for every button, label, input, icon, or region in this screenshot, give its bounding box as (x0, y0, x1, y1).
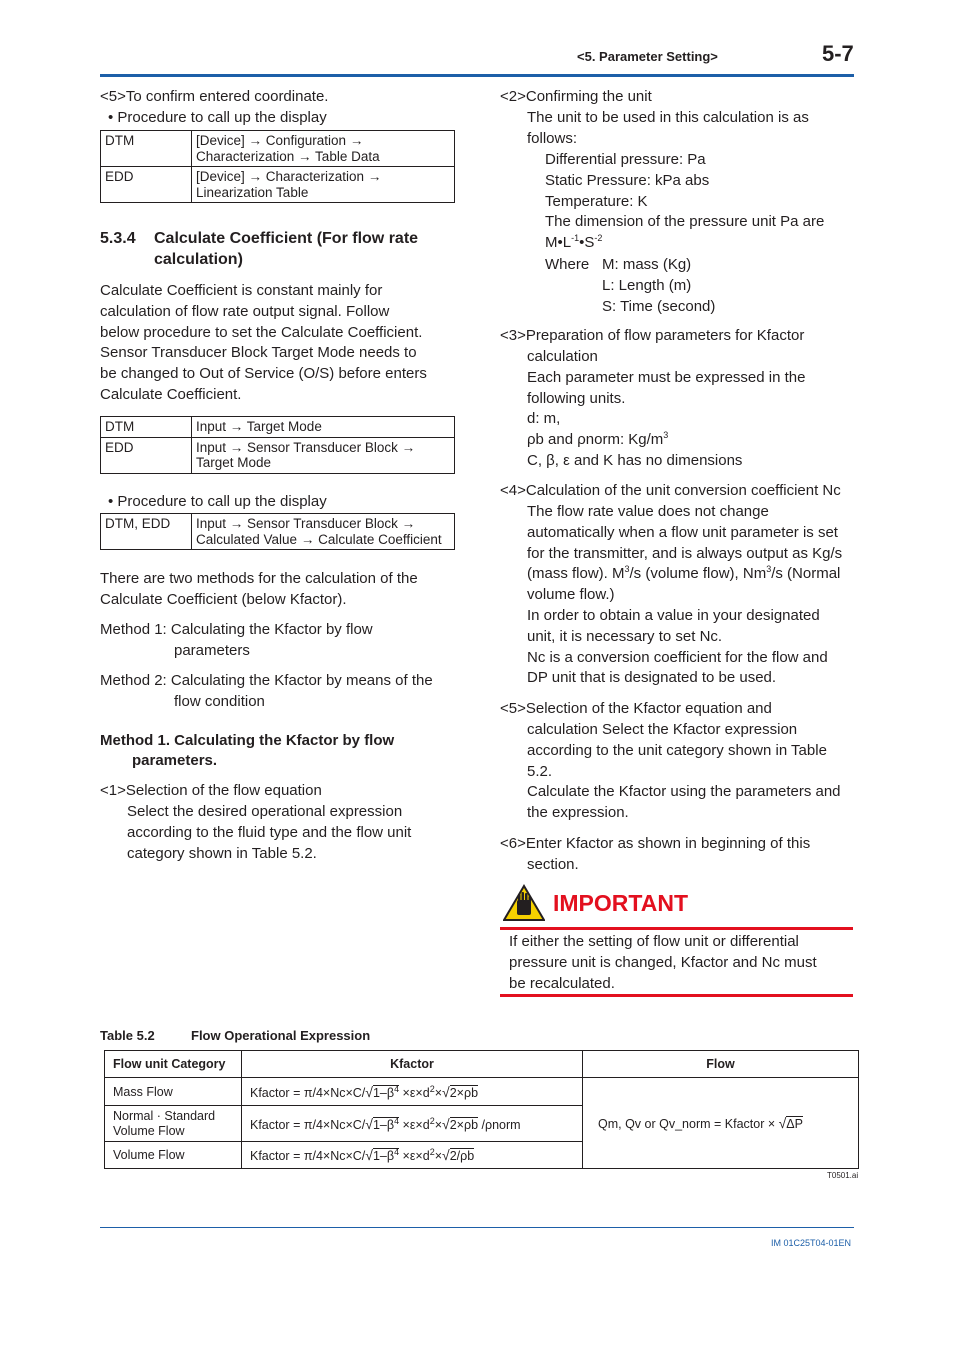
radicand: 2×ρb (449, 1117, 479, 1132)
bullet-procedure-2: • Procedure to call up the display (108, 493, 327, 510)
column-header: Flow (583, 1051, 859, 1078)
formula-exponent: 2 (429, 1146, 435, 1157)
formula-part: ρb and ρnorm: Kg/m (527, 431, 664, 449)
bullet-procedure: • Procedure to call up the display (108, 109, 327, 126)
sqrt-symbol: √ (442, 1115, 450, 1132)
radicand (373, 1085, 399, 1100)
formula-part: 1–β (372, 1149, 395, 1163)
text-line: automatically when a flow unit parameter is set (527, 523, 838, 541)
table-row (101, 514, 455, 550)
section-title-cont: calculation) (154, 251, 243, 268)
kfactor-cell (242, 1078, 583, 1106)
path-line: Input → Sensor Transducer Block → (196, 439, 416, 455)
formula-exponent: 2 (429, 1115, 435, 1126)
important-top-rule (500, 927, 853, 930)
step-4-title: <4>Calculation of the unit conversion coefficient Nc (500, 482, 841, 499)
path-cell: Input → Target Mode (192, 417, 455, 438)
text-line: calculation (527, 348, 598, 365)
section-title: Calculate Coefficient (For flow rate (154, 230, 419, 247)
text-line: C, β, ε and K has no dimensions (527, 451, 743, 469)
step-3-body (527, 347, 805, 472)
formula-part: Qm, Qv or Qv_norm = Kfactor × (598, 1117, 779, 1131)
formula-part: /s (volume flow), Nm (629, 565, 767, 583)
method-1-heading-cont: parameters. (132, 752, 218, 769)
formula-exponent: -2 (594, 233, 603, 244)
step-1-body (127, 802, 411, 864)
formula-exponent: 3 (624, 564, 630, 575)
where-list (602, 255, 715, 317)
tool-cell: DTM, EDD (101, 514, 192, 550)
kfactor-cell (242, 1142, 583, 1169)
text-line: In order to obtain a value in your designated (527, 606, 820, 624)
tool-cell: EDD (101, 167, 192, 203)
text-line: be changed to Out of Service (O/S) before enters (100, 365, 427, 383)
formula-part: Kfactor = π/4×Nc×C/ (250, 1117, 366, 1132)
text-line: Nc is a conversion coefficient for the flow and (527, 648, 828, 666)
figure-tag: T0501.ai (827, 1171, 859, 1180)
table-row (101, 131, 455, 167)
cell-text: Volume Flow (113, 1148, 185, 1162)
text-line: calculation Select the Kfactor expression (527, 721, 798, 738)
step-6-cont: section. (527, 856, 579, 873)
step-5-select-title: <5>Selection of the Kfactor equation and (500, 700, 772, 717)
formula-part: •S (579, 234, 595, 252)
text-line: category shown in Table 5.2. (127, 844, 317, 862)
formula-part: 1–β (372, 1117, 395, 1132)
text-line: The dimension of the pressure unit Pa are (545, 213, 825, 231)
formula-part: × (434, 1149, 443, 1163)
method-1-line: Method 1: Calculating the Kfactor by flow (100, 621, 373, 638)
text-line: below procedure to set the Calculate Coefficient. (100, 323, 423, 341)
text-line: M: mass (Kg) (602, 256, 692, 273)
formula-part: /s (Normal (771, 565, 841, 583)
formula-exponent: 4 (394, 1083, 400, 1094)
method-1-heading: Method 1. Calculating the Kfactor by flow (100, 732, 395, 749)
dimension-formula (545, 233, 824, 254)
text-line: L: Length (m) (602, 276, 692, 294)
text-line: volume flow.) (527, 586, 615, 604)
flow-expression-table (104, 1050, 859, 1169)
formula-part: Kfactor = π/4×Nc×C/ (250, 1085, 366, 1100)
table-row (101, 167, 455, 203)
text-line: Differential pressure: Pa (545, 151, 706, 168)
text-line: calculation of flow rate output signal. Follow (100, 302, 390, 320)
menu-path-table-1 (100, 130, 455, 203)
step-2-body (527, 108, 809, 150)
where-label: Where (545, 256, 590, 273)
path-line: Characterization → Table Data (196, 148, 380, 164)
unit-list (545, 150, 824, 254)
text-line: pressure unit is changed, Kfactor and Nc must (509, 953, 817, 971)
text-line: 5.2. (527, 762, 553, 780)
cell-text: Mass Flow (113, 1084, 173, 1099)
path-line: [Device] → Characterization → (196, 169, 382, 184)
section-number: 5.3.4 (100, 230, 136, 247)
table-caption-title: Flow Operational Expression (191, 1028, 371, 1043)
header-rule (100, 74, 854, 77)
methods-paragraph (100, 569, 418, 611)
important-bottom-rule (500, 994, 853, 997)
formula-part: /ρnorm (478, 1117, 521, 1132)
text-line: S: Time (second) (602, 297, 716, 315)
step-2-title: <2>Confirming the unit (500, 88, 652, 105)
table-row (105, 1078, 859, 1106)
running-header: <5. Parameter Setting> (577, 49, 718, 64)
path-cell (192, 131, 455, 167)
formula-part: ×ε×d (399, 1117, 430, 1132)
text-line: for the transmitter, and is always output as Kg/s (527, 544, 843, 562)
text-line: follows: (527, 129, 578, 147)
cell-text: Volume Flow (113, 1123, 185, 1138)
method-2-line: Method 2: Calculating the Kfactor by means of the (100, 672, 433, 689)
column-header: Kfactor (242, 1051, 583, 1078)
formula-exponent: 4 (394, 1115, 400, 1126)
radicand (373, 1117, 399, 1132)
text-line: If either the setting of flow unit or differential (509, 933, 799, 950)
formula-exponent: -1 (571, 233, 580, 244)
sqrt-symbol: √ (365, 1115, 373, 1132)
path-line: Target Mode (196, 455, 272, 470)
document-number: IM 01C25T04-01EN (771, 1238, 852, 1248)
formula-part: 1–β (372, 1085, 395, 1100)
text-line: The unit to be used in this calculation is as (527, 109, 809, 126)
radicand: 2/ρb (449, 1149, 475, 1163)
sqrt-symbol: √ (442, 1147, 450, 1163)
text-line: according to the fluid type and the flow unit (127, 823, 412, 841)
sqrt-symbol: √ (365, 1083, 373, 1100)
text-line: Select the desired operational expression (127, 803, 403, 820)
text-line: Calculate Coefficient. (100, 385, 242, 403)
formula-part: × (434, 1117, 443, 1132)
sqrt-symbol: √ (778, 1115, 787, 1131)
step-5-title: <5>To confirm entered coordinate. (100, 88, 329, 105)
step-3-title: <3>Preparation of flow parameters for Kfactor (500, 327, 805, 344)
formula-part: (mass flow). M (527, 565, 625, 583)
path-line: Input → Sensor Transducer Block → (196, 516, 416, 531)
step-4-body (527, 502, 842, 689)
formula-exponent: 4 (394, 1146, 400, 1157)
intro-paragraph (100, 281, 427, 406)
formula-part: Kfactor = π/4×Nc×C/ (250, 1149, 366, 1163)
hand-warning-icon (503, 884, 545, 922)
category-cell (105, 1106, 242, 1142)
formula-part: × (434, 1085, 443, 1100)
path-cell (192, 514, 455, 550)
table-caption-number: Table 5.2 (100, 1028, 155, 1043)
formula-exponent: 2 (429, 1083, 435, 1094)
important-heading: IMPORTANT (553, 890, 689, 916)
method-2-line-cont: flow condition (174, 693, 265, 710)
tool-cell: DTM (101, 131, 192, 167)
kfactor-cell (242, 1106, 583, 1142)
formula-exponent: 3 (766, 564, 772, 575)
formula-part: M•L (545, 234, 572, 252)
radicand (373, 1148, 399, 1163)
path-line: Linearization Table (196, 184, 309, 200)
sqrt-symbol: √ (442, 1083, 450, 1100)
radicand: 2×ρb (449, 1085, 479, 1100)
menu-path-table-3 (100, 513, 455, 550)
density-units (527, 430, 805, 451)
text-line: be recalculated. (509, 974, 615, 992)
method-1-line-cont: parameters (174, 642, 250, 659)
tool-cell: DTM (101, 417, 192, 438)
formula-exponent: 3 (663, 430, 669, 441)
step-6-title: <6>Enter Kfactor as shown in beginning of this (500, 835, 811, 852)
formula-part: ×ε×d (399, 1085, 430, 1100)
table-row (101, 417, 455, 438)
column-header: Flow unit Category (105, 1051, 242, 1078)
text-line: Sensor Transducer Block Target Mode needs to (100, 344, 417, 362)
text-line: Calculate Coefficient is constant mainly for (100, 282, 383, 299)
category-cell (105, 1142, 242, 1169)
cell-text: Normal · Standard (113, 1108, 216, 1123)
path-cell (192, 437, 455, 473)
text-line: Static Pressure: kPa abs (545, 171, 710, 189)
text-line: d: m, (527, 410, 561, 428)
path-line: [Device] → Configuration → (196, 133, 364, 148)
tool-cell: EDD (101, 437, 192, 473)
text-line: Temperature: K (545, 192, 648, 210)
path-cell (192, 167, 455, 203)
text-line: Calculate the Kfactor using the parameters and (527, 783, 841, 801)
table-row (101, 437, 455, 473)
category-cell (105, 1078, 242, 1106)
step-5-select-body (527, 720, 841, 824)
text-line: The flow rate value does not change (527, 503, 769, 520)
text-line: There are two methods for the calculation of the (100, 570, 418, 587)
page-number: 5-7 (822, 41, 854, 66)
text-line: the expression. (527, 804, 629, 822)
text-line: following units. (527, 389, 626, 407)
text-line: Each parameter must be expressed in the (527, 368, 806, 386)
step-1-title: <1>Selection of the flow equation (100, 782, 322, 799)
table-header-row (105, 1051, 859, 1078)
menu-path-table-2 (100, 416, 455, 474)
important-text (509, 932, 817, 994)
sqrt-symbol: √ (365, 1147, 373, 1163)
text-line: DP unit that is designated to be used. (527, 669, 777, 687)
radicand: ΔP (786, 1117, 803, 1131)
formula-part: ×ε×d (399, 1149, 430, 1163)
text-line: unit, it is necessary to set Nc. (527, 627, 723, 645)
footer-rule (100, 1227, 854, 1228)
path-line: Calculated Value → Calculate Coefficient (196, 531, 442, 547)
text-line: according to the unit category shown in Table (527, 741, 827, 759)
flow-cell (583, 1078, 859, 1169)
text-line (527, 564, 842, 585)
text-line: Calculate Coefficient (below Kfactor). (100, 590, 347, 608)
